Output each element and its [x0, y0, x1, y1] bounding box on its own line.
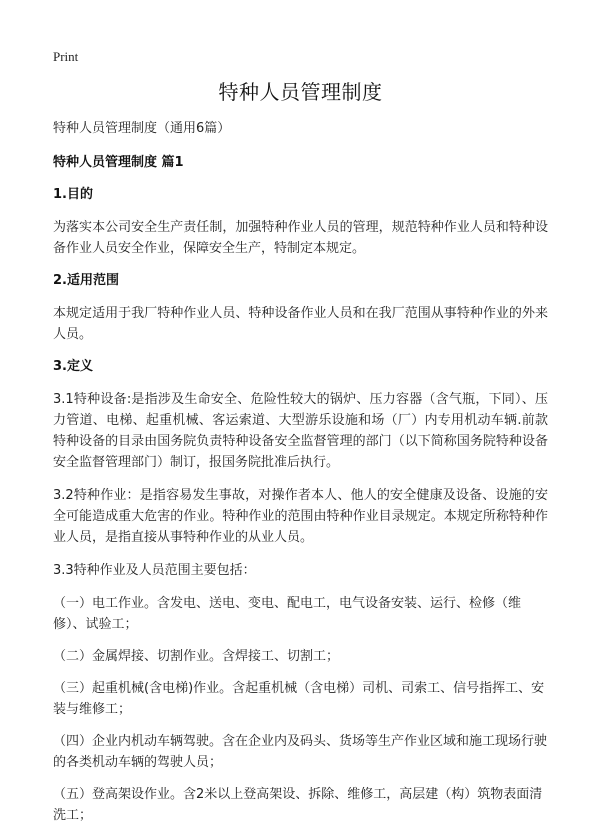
definition-paragraph-3-1: 3.1特种设备:是指涉及生命安全、危险性较大的锅炉、压力容器（含气瓶，下同）、压力管道、电梯、起重机械、客运索道、大型游乐设施和场（厂）内专用机动车辆.前款特种设备的目录由国务院负责特种设备安全监督管理的部门（以下简称国务院特种设备安全监督管理部门）制订，报国务院批准后执行。: [53, 392, 548, 470]
list-item: （三）起重机械(含电梯)作业。含起重机械（含电梯）司机、司索工、信号指挥工、安装与维修工；: [53, 681, 545, 717]
section-heading-definitions: 3.定义: [53, 359, 93, 374]
scope-paragraph: 本规定适用于我厂特种作业人员、特种设备作业人员和在我厂范围从事特种作业的外来人员。: [53, 306, 548, 342]
list-item: （四）企业内机动车辆驾驶。含在企业内及码头、货场等生产作业区域和施工现场行驶的各类机动车辆的驾驶人员；: [53, 734, 548, 770]
document-subtitle: 特种人员管理制度（通用6篇）: [53, 121, 231, 136]
list-item: （二）金属焊接、切割作业。含焊接工、切割工；: [53, 649, 340, 664]
purpose-paragraph: 为落实本公司安全生产责任制，加强特种作业人员的管理，规范特种作业人员和特种设备作业人员安全作业，保障安全生产，特制定本规定。: [53, 220, 548, 256]
print-link[interactable]: Print: [53, 49, 79, 64]
list-item: （一）电工作业。含发电、送电、变电、配电工，电气设备安装、运行、检修（维修）、试验工；: [53, 596, 522, 632]
definition-paragraph-3-3: 3.3特种作业及人员范围主要包括：: [53, 563, 256, 578]
page-title: 特种人员管理制度: [218, 80, 383, 104]
article-heading: 特种人员管理制度 篇1: [53, 155, 184, 170]
definition-paragraph-3-2: 3.2特种作业：是指容易发生事故，对操作者本人、他人的安全健康及设备、设施的安全可能造成重大危害的作业。特种作业的范围由特种作业目录规定。本规定所称特种作业人员，是指直接从事特种作业的从业人员。: [53, 488, 548, 545]
section-heading-purpose: 1.目的: [53, 187, 93, 202]
list-item: （五）登高架设作业。含2米以上登高架设、拆除、维修工，高层建（构）筑物表面清洗工；: [53, 787, 543, 823]
section-heading-scope: 2.适用范围: [53, 273, 119, 288]
